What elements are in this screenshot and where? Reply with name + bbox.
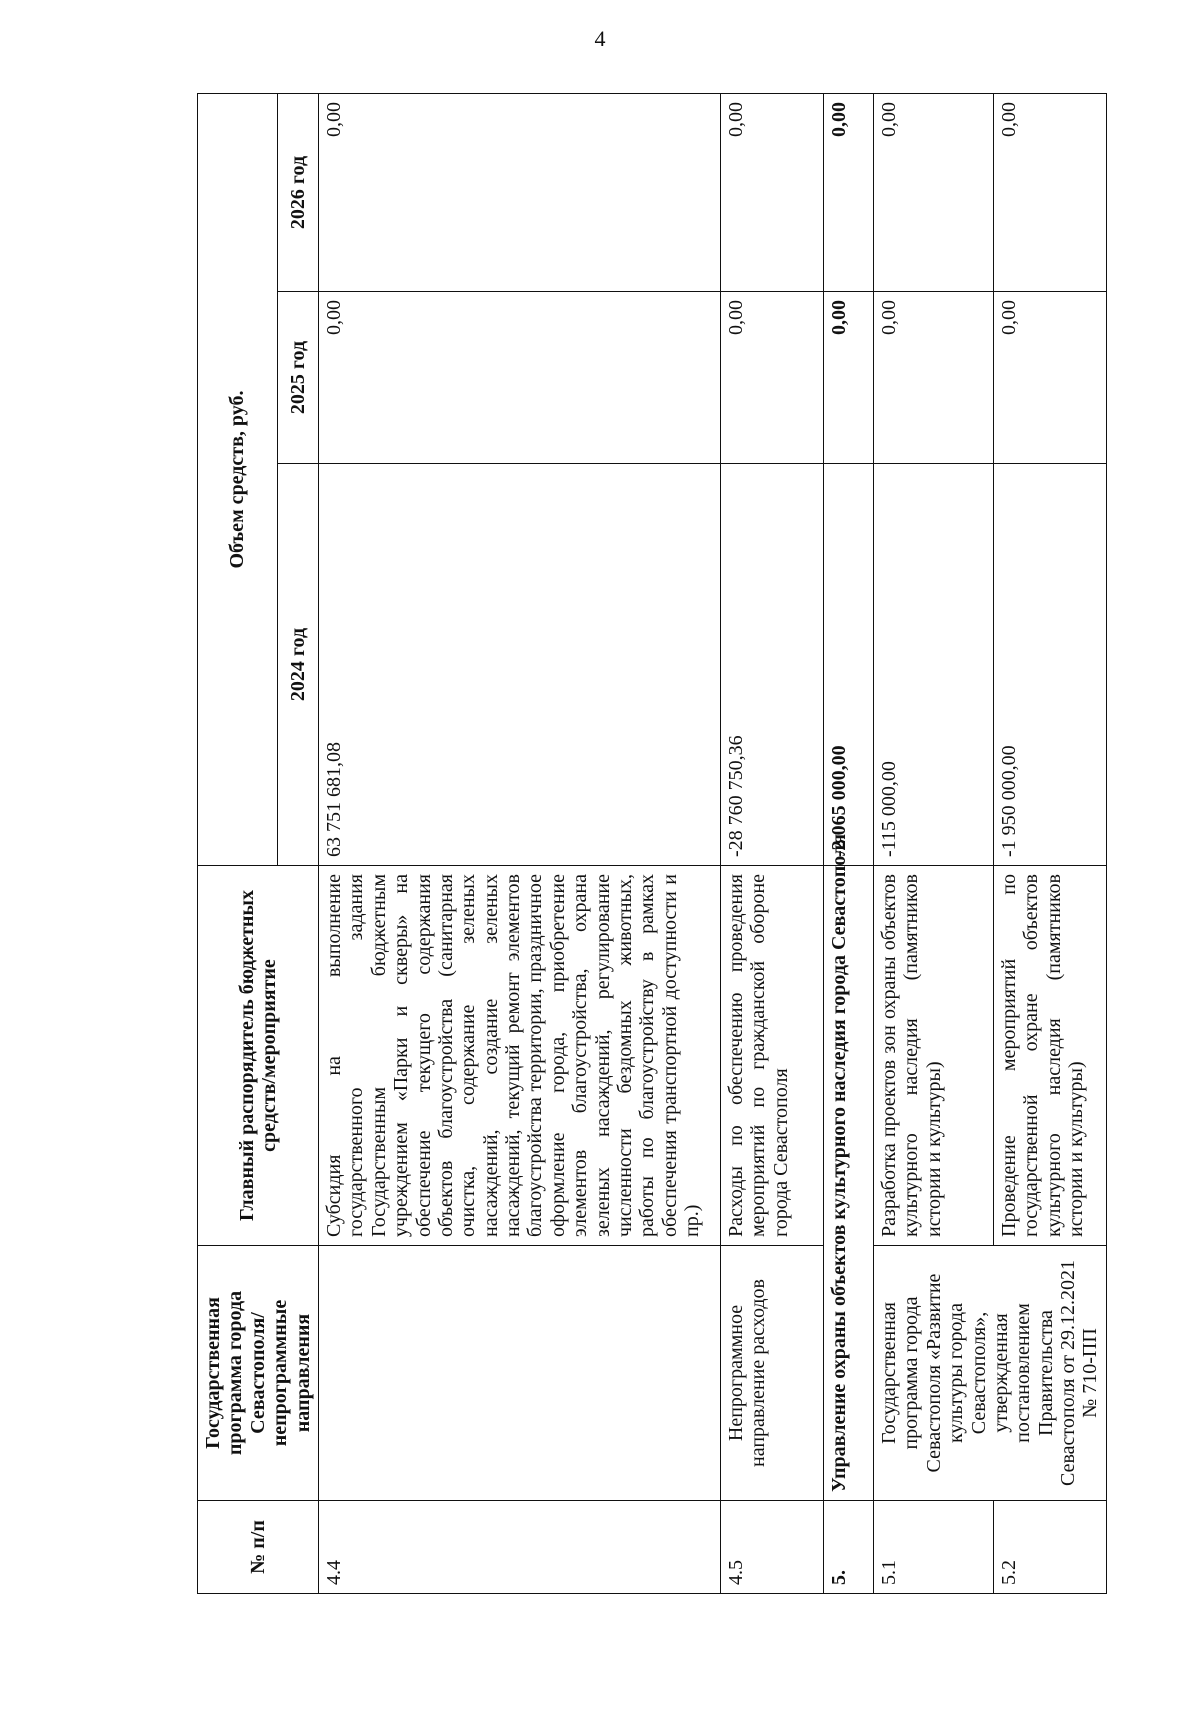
row-value-2025: 0,00 [873, 292, 993, 464]
row-program: Государственная программа города Севастополя «Развитие культуры города Севастополя», утвержденная постановлением Правительства Севастополя от 29.12.2021 № 710-ПП [873, 1246, 1106, 1501]
section-value-2024: -2 065 000,00 [823, 464, 873, 866]
page-number: 4 [594, 26, 606, 51]
section-value-2025: 0,00 [823, 292, 873, 464]
budget-table [197, 93, 1107, 1594]
row-activity: Проведение мероприятий по государственной охране объектов культурного наследия (памятников истории и культуры) [994, 866, 1107, 1246]
section-num: 5. [823, 1501, 873, 1594]
header-num: № п/п [198, 1501, 319, 1594]
table-row [318, 94, 720, 1594]
row-num: 4.5 [720, 1501, 823, 1594]
header-program: Государственная программа города Севастополя/ непрограммные направления [198, 1246, 319, 1501]
section-row [823, 94, 873, 1594]
header-2026: 2026 год [277, 94, 318, 292]
row-value-2024: -28 760 750,36 [720, 464, 823, 866]
table-row [873, 94, 993, 1594]
table-row [720, 94, 823, 1594]
row-num: 5.2 [994, 1501, 1107, 1594]
header-2025: 2025 год [277, 292, 318, 464]
header-manager: Главный распорядитель бюджетных средств/мероприятие [198, 866, 319, 1246]
header-2024: 2024 год [277, 464, 318, 866]
row-activity: Разработка проектов зон охраны объектов культурного наследия (памятников истории и культуры) [873, 866, 993, 1246]
row-value-2025: 0,00 [318, 292, 720, 464]
row-activity: Субсидия на выполнение государственного задания Государственным бюджетным учреждением «Парки и скверы» на обеспечение текущего содержания объектов благоустройства (санитарная очистка, содержание зеленых насаждений, создание зеленых насаждений, текущий ремонт элементов благоустройства территории, праздничное оформление города, приобретение элементов благоустройства, охрана зеленых насаждений, регулирование численности бездомных животных, работы по благоустройству в рамках обеспечения транспортной доступности и пр.) [318, 866, 720, 1246]
row-value-2024: 63 751 681,08 [318, 464, 720, 866]
header-funds: Объем средств, руб. [198, 94, 278, 866]
row-value-2026: 0,00 [318, 94, 720, 292]
row-program [318, 1246, 720, 1501]
row-value-2024: -115 000,00 [873, 464, 993, 866]
row-value-2024: -1 950 000,00 [994, 464, 1107, 866]
section-value-2026: 0,00 [823, 94, 873, 292]
row-value-2025: 0,00 [720, 292, 823, 464]
row-value-2025: 0,00 [994, 292, 1107, 464]
row-num: 4.4 [318, 1501, 720, 1594]
section-title: Управление охраны объектов культурного наследия города Севастополя [823, 866, 873, 1501]
budget-table-rotated [197, 94, 1122, 1594]
row-program: Непрограммное направление расходов [720, 1246, 823, 1501]
row-value-2026: 0,00 [994, 94, 1107, 292]
row-activity: Расходы по обеспечению проведения мероприятий по гражданской обороне города Севастополя [720, 866, 823, 1246]
row-num: 5.1 [873, 1501, 993, 1594]
row-value-2026: 0,00 [720, 94, 823, 292]
row-value-2026: 0,00 [873, 94, 993, 292]
